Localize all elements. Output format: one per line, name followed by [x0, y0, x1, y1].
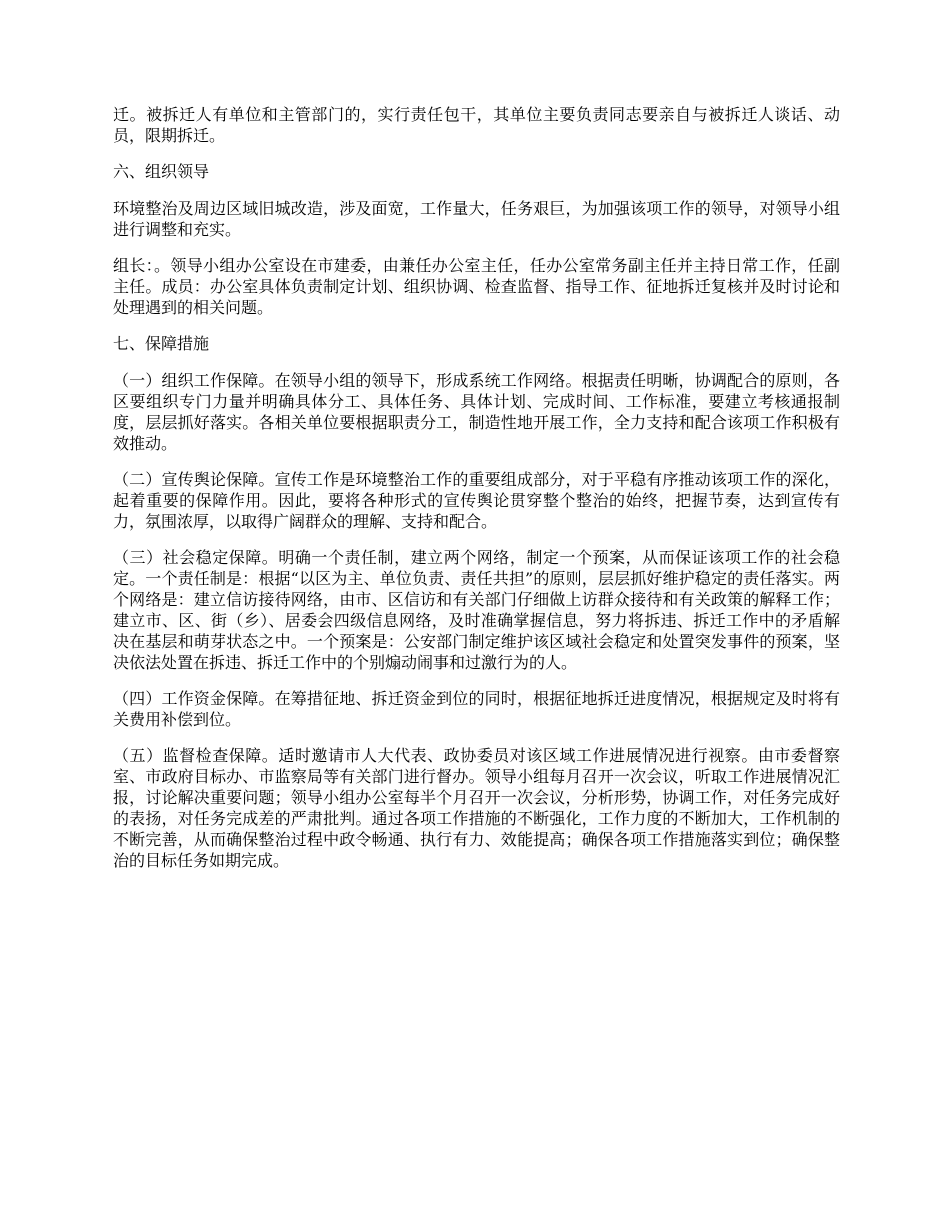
paragraph-relocation: 迁。被拆迁人有单位和主管部门的，实行责任包干，其单位主要负责同志要亲自与被拆迁人谈话、动员，限期拆迁。 [113, 105, 840, 145]
paragraph-organization-safeguard: （一）组织工作保障。在领导小组的领导下，形成系统工作网络。根据责任明晰，协调配合的原则，各区要组织专门力量并明确具体分工、具体任务、具体计划、完成时间、工作标准，要建立考核通报制度，层层抓好落实。各相关单位要根据职责分工，制造性地开展工作，全力支持和配合该项工作积极有效推动。 [113, 371, 840, 453]
section-heading-leadership: 六、组织领导 [113, 162, 210, 181]
section-heading-safeguards: 七、保障措施 [113, 334, 210, 353]
paragraph-stability-safeguard: （三）社会稳定保障。明确一个责任制，建立两个网络，制定一个预案，从而保证该项工作的社会稳定。一个责任制是：根据“以区为主、单位负责、责任共担”的原则，层层抓好维护稳定的责任落实。两个网络是：建立信访接待网络，由市、区信访和有关部门仔细做上访群众接待和有关政策的解释工作；建立市、区、街（乡）、居委会四级信息网络，及时准确掌握信息，努力将拆违、拆迁工作中的矛盾解决在基层和萌芽状态之中。一个预案是：公安部门制定维护该区域社会稳定和处置突发事件的预案，坚决依法处置在拆违、拆迁工作中的个别煽动闹事和过激行为的人。 [113, 548, 840, 672]
paragraph-leadership-members: 组长：。领导小组办公室设在市建委，由兼任办公室主任，任办公室常务副主任并主持日常工作，任副主任。成员：办公室具体负责制定计划、组织协调、检查监督、指导工作、征地拆迁复核并及时讨论和处理遇到的相关问题。 [113, 256, 840, 317]
paragraph-publicity-safeguard: （二）宣传舆论保障。宣传工作是环境整治工作的重要组成部分，对于平稳有序推动该项工作的深化，起着重要的保障作用。因此，要将各种形式的宣传舆论贯穿整个整治的始终，把握节奏，达到宣传有力，氛围浓厚，以取得广阔群众的理解、支持和配合。 [113, 470, 840, 531]
paragraph-funding-safeguard: （四）工作资金保障。在筹措征地、拆迁资金到位的同时，根据征地拆迁进度情况，根据规定及时将有关费用补偿到位。 [113, 689, 840, 729]
paragraph-supervision-safeguard: （五）监督检查保障。适时邀请市人大代表、政协委员对该区域工作进展情况进行视察。由市委督察室、市政府目标办、市监察局等有关部门进行督办。领导小组每月召开一次会议，听取工作进展情况汇报，讨论解决重要问题；领导小组办公室每半个月召开一次会议，分析形势，协调工作，对任务完成好的表扬，对任务完成差的严肃批判。通过各项工作措施的不断强化，工作力度的不断加大，工作机制的不断完善，从而确保整治过程中政令畅通、执行有力、效能提高；确保各项工作措施落实到位；确保整治的目标任务如期完成。 [113, 746, 840, 870]
paragraph-leadership-intro: 环境整治及周边区域旧城改造，涉及面宽，工作量大，任务艰巨，为加强该项工作的领导，对领导小组进行调整和充实。 [113, 199, 840, 239]
document-body [113, 104, 840, 886]
